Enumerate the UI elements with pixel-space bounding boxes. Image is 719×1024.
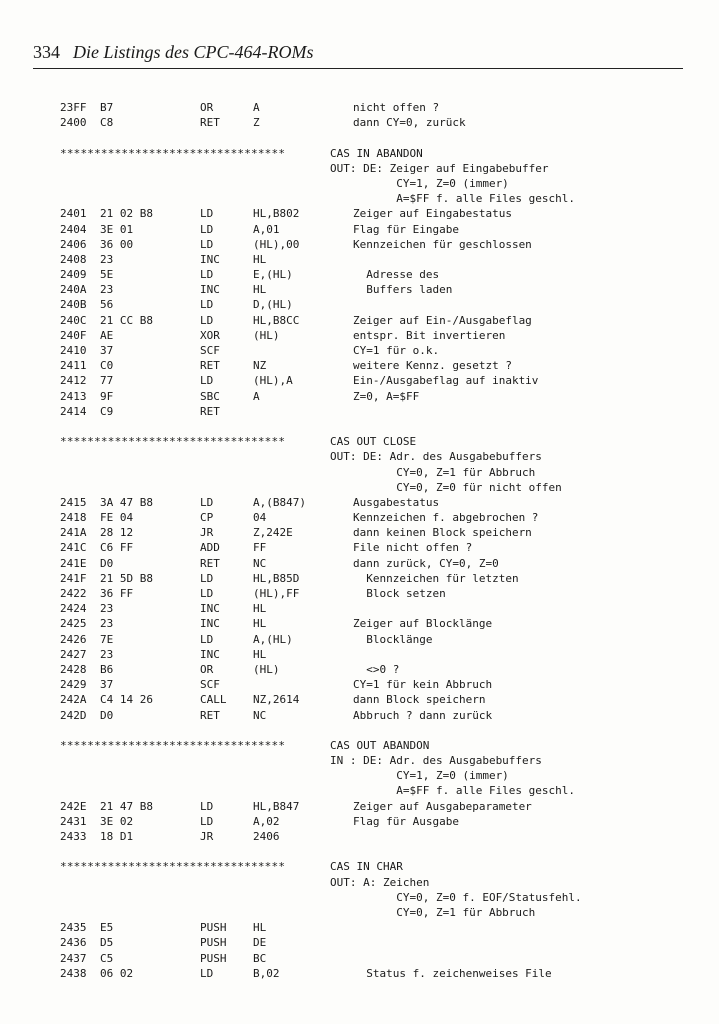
separator-stars: ********************************* [60, 860, 286, 874]
mnemonic: SBC [200, 389, 220, 403]
address: 2411 [60, 359, 87, 373]
listing-line [60, 343, 620, 358]
hex-bytes: 06 02 [100, 966, 134, 980]
routine-description [60, 753, 620, 768]
listing-line [60, 389, 620, 404]
routine-note: CY=0, Z=0 f. EOF/Statusfehl. [330, 890, 582, 904]
operand: HL,B847 [253, 799, 300, 813]
routine-note: CY=1, Z=0 (immer) [330, 176, 509, 190]
listing-line [60, 586, 620, 601]
mnemonic: RET [200, 116, 220, 130]
hex-bytes: D0 [100, 556, 114, 570]
mnemonic: LD [200, 814, 214, 828]
listing-line [60, 632, 620, 647]
listing-line [60, 282, 620, 297]
address: 240F [60, 328, 87, 342]
operand: A,(HL) [253, 632, 293, 646]
comment: Status f. zeichenweises File [353, 966, 552, 980]
operand: D,(HL) [253, 298, 293, 312]
address: 240C [60, 313, 87, 327]
listing-line [60, 313, 620, 328]
operand: A,(B847) [253, 495, 306, 509]
address: 2428 [60, 662, 87, 676]
address: 2404 [60, 222, 87, 236]
mnemonic: PUSH [200, 951, 227, 965]
mnemonic: LD [200, 495, 214, 509]
routine-description [60, 768, 620, 783]
page-title: Die Listings des CPC-464-ROMs [73, 42, 314, 62]
listing-line [60, 358, 620, 373]
comment: Zeiger auf Ausgabeparameter [353, 799, 532, 813]
comment: dann CY=0, zurück [353, 116, 466, 130]
hex-bytes: D0 [100, 708, 114, 722]
routine-description [60, 875, 620, 890]
routine-description [60, 449, 620, 464]
address: 2431 [60, 814, 87, 828]
separator-stars: ********************************* [60, 738, 286, 752]
comment: Blocklänge [353, 632, 433, 646]
operand: Z [253, 116, 260, 130]
listing-line [60, 525, 620, 540]
mnemonic: ADD [200, 541, 220, 555]
mnemonic: SCF [200, 344, 220, 357]
hex-bytes: 18 D1 [100, 830, 134, 843]
hex-bytes: C0 [100, 359, 114, 373]
routine-description [60, 161, 620, 176]
address: 2401 [60, 207, 87, 221]
hex-bytes: 3E 02 [100, 814, 134, 828]
operand: (HL) [253, 328, 280, 342]
hex-bytes: AE [100, 328, 114, 342]
comment: Zeiger auf Ein-/Ausgabeflag [353, 313, 532, 327]
operand: NC [253, 708, 267, 722]
routine-note: OUT: DE: Zeiger auf Eingabebuffer [330, 161, 549, 175]
listing-line [60, 662, 620, 677]
address: 2429 [60, 678, 87, 692]
listing-line [60, 222, 620, 237]
listing-line [60, 799, 620, 814]
operand: (HL) [253, 662, 280, 676]
hex-bytes: 36 00 [100, 237, 134, 251]
hex-bytes: 37 [100, 344, 114, 357]
routine-name: CAS IN ABANDON [330, 146, 423, 160]
address: 2425 [60, 617, 87, 631]
separator-stars: ********************************* [60, 435, 286, 449]
address: 242A [60, 693, 87, 707]
address: 2406 [60, 237, 87, 251]
hex-bytes: 23 [100, 252, 114, 266]
hex-bytes: 28 12 [100, 526, 134, 540]
operand: (HL),A [253, 374, 293, 388]
address: 241E [60, 556, 87, 570]
routine-note: CY=0, Z=1 für Abbruch [330, 905, 536, 919]
mnemonic: RET [200, 404, 220, 418]
listing-line [60, 677, 620, 692]
hex-bytes: 23 [100, 617, 114, 631]
routine-note: OUT: DE: Adr. des Ausgabebuffers [330, 450, 542, 464]
routine-description [60, 890, 620, 905]
comment: Kennzeichen für letzten [353, 571, 519, 585]
operand: (HL),00 [253, 237, 300, 251]
operand: NZ [253, 359, 267, 373]
mnemonic: LD [200, 207, 214, 221]
operand: DE [253, 936, 267, 950]
listing-line [60, 206, 620, 221]
listing-line [60, 708, 620, 723]
assembly-listing [60, 100, 620, 981]
hex-bytes: 3E 01 [100, 222, 134, 236]
hex-bytes: 3A 47 B8 [100, 495, 153, 509]
operand: B,02 [253, 966, 280, 980]
operand: BC [253, 951, 267, 965]
operand: HL [253, 283, 267, 297]
address: 241F [60, 571, 87, 585]
comment: Adresse des [353, 268, 440, 282]
operand: HL,B8CC [253, 313, 300, 327]
hex-bytes: 21 02 B8 [100, 207, 153, 221]
listing-line [60, 115, 620, 130]
mnemonic: RET [200, 556, 220, 570]
comment: Kennzeichen f. abgebrochen ? [353, 511, 539, 525]
listing-line [60, 540, 620, 555]
address: 2433 [60, 830, 87, 843]
mnemonic: INC [200, 283, 220, 297]
mnemonic: OR [200, 662, 214, 676]
routine-name: CAS OUT CLOSE [330, 435, 417, 449]
operand: NC [253, 556, 267, 570]
hex-bytes: B6 [100, 662, 114, 676]
comment: Zeiger auf Blocklänge [353, 617, 493, 631]
hex-bytes: 23 [100, 283, 114, 297]
operand: 2406 [253, 830, 280, 843]
operand: FF [253, 541, 267, 555]
address: 23FF [60, 101, 87, 114]
mnemonic: LD [200, 799, 214, 813]
comment: Buffers laden [353, 283, 453, 297]
listing-line [60, 297, 620, 312]
address: 241C [60, 541, 87, 555]
listing-line [60, 920, 620, 935]
hex-bytes: 21 47 B8 [100, 799, 153, 813]
comment: weitere Kennz. gesetzt ? [353, 359, 512, 373]
mnemonic: RET [200, 359, 220, 373]
routine-note: IN : DE: Adr. des Ausgabebuffers [330, 754, 542, 768]
comment: Ausgabestatus [353, 495, 440, 509]
mnemonic: CALL [200, 693, 227, 707]
address: 241A [60, 526, 87, 540]
mnemonic: LD [200, 268, 214, 282]
comment: File nicht offen ? [353, 541, 473, 555]
routine-description [60, 191, 620, 206]
listing-line [60, 935, 620, 950]
operand: 04 [253, 511, 267, 525]
comment: Block setzen [353, 587, 446, 600]
operand: HL [253, 647, 267, 661]
mnemonic: INC [200, 602, 220, 616]
mnemonic: LD [200, 374, 214, 388]
mnemonic: INC [200, 252, 220, 266]
routine-description [60, 905, 620, 920]
address: 2400 [60, 116, 87, 130]
routine-note: A=$FF f. alle Files geschl. [330, 192, 576, 206]
mnemonic: PUSH [200, 936, 227, 950]
hex-bytes: 37 [100, 678, 114, 692]
operand: A,02 [253, 814, 280, 828]
hex-bytes: E5 [100, 921, 114, 935]
routine-header [60, 434, 620, 449]
operand: A,01 [253, 222, 280, 236]
separator-stars: ********************************* [60, 146, 286, 160]
routine-description [60, 465, 620, 480]
address: 242E [60, 799, 87, 813]
hex-bytes: C4 14 26 [100, 693, 153, 707]
comment: Z=0, A=$FF [353, 389, 420, 403]
listing-line [60, 647, 620, 662]
comment: Flag für Eingabe [353, 222, 459, 236]
listing-line [60, 252, 620, 267]
listing-line [60, 966, 620, 981]
hex-bytes: 5E [100, 268, 114, 282]
mnemonic: INC [200, 647, 220, 661]
address: 2410 [60, 344, 87, 357]
routine-description [60, 480, 620, 495]
routine-note: OUT: A: Zeichen [330, 875, 430, 889]
operand: HL [253, 252, 267, 266]
page-number: 334 [33, 42, 60, 62]
comment: Ein-/Ausgabeflag auf inaktiv [353, 374, 539, 388]
comment: Flag für Ausgabe [353, 814, 459, 828]
routine-header [60, 146, 620, 161]
address: 2418 [60, 511, 87, 525]
hex-bytes: C9 [100, 404, 114, 418]
operand: E,(HL) [253, 268, 293, 282]
hex-bytes: 21 CC B8 [100, 313, 153, 327]
operand: HL [253, 921, 267, 935]
hex-bytes: C5 [100, 951, 114, 965]
address: 2424 [60, 602, 87, 616]
routine-note: CY=0, Z=1 für Abbruch [330, 465, 536, 479]
address: 2437 [60, 951, 87, 965]
comment: Kennzeichen für geschlossen [353, 237, 532, 251]
comment: <>0 ? [353, 662, 400, 676]
comment: dann zurück, CY=0, Z=0 [353, 556, 499, 570]
routine-name: CAS IN CHAR [330, 860, 403, 874]
routine-note: CY=0, Z=0 für nicht offen [330, 480, 562, 494]
listing-line [60, 237, 620, 252]
hex-bytes: 7E [100, 632, 114, 646]
listing-line [60, 616, 620, 631]
routine-note: CY=1, Z=0 (immer) [330, 769, 509, 783]
mnemonic: LD [200, 222, 214, 236]
hex-bytes: D5 [100, 936, 114, 950]
hex-bytes: 21 5D B8 [100, 571, 153, 585]
listing-line [60, 267, 620, 282]
comment: CY=1 für o.k. [353, 344, 440, 357]
operand: (HL),FF [253, 587, 300, 600]
address: 2427 [60, 647, 87, 661]
listing-line [60, 556, 620, 571]
address: 242D [60, 708, 87, 722]
hex-bytes: 77 [100, 374, 114, 388]
mnemonic: OR [200, 101, 214, 114]
address: 2408 [60, 252, 87, 266]
mnemonic: SCF [200, 678, 220, 692]
comment: dann keinen Block speichern [353, 526, 532, 540]
hex-bytes: C8 [100, 116, 114, 130]
comment: entspr. Bit invertieren [353, 328, 506, 342]
address: 240A [60, 283, 87, 297]
address: 2435 [60, 921, 87, 935]
listing-line [60, 404, 620, 419]
address: 2436 [60, 936, 87, 950]
mnemonic: CP [200, 511, 214, 525]
mnemonic: INC [200, 617, 220, 631]
routine-name: CAS OUT ABANDON [330, 738, 430, 752]
routine-note: A=$FF f. alle Files geschl. [330, 784, 576, 798]
hex-bytes: 56 [100, 298, 114, 312]
address: 2409 [60, 268, 87, 282]
routine-header [60, 859, 620, 874]
routine-description [60, 783, 620, 798]
operand: HL,B85D [253, 571, 300, 585]
mnemonic: LD [200, 237, 214, 251]
comment: CY=1 für kein Abbruch [353, 678, 493, 692]
operand: A [253, 389, 260, 403]
mnemonic: LD [200, 571, 214, 585]
mnemonic: JR [200, 830, 214, 843]
hex-bytes: 36 FF [100, 587, 134, 600]
listing-line [60, 814, 620, 829]
operand: HL,B802 [253, 207, 300, 221]
listing-line [60, 100, 620, 115]
listing-line [60, 373, 620, 388]
mnemonic: LD [200, 632, 214, 646]
hex-bytes: B7 [100, 101, 114, 114]
operand: HL [253, 602, 267, 616]
routine-description [60, 176, 620, 191]
hex-bytes: 9F [100, 389, 114, 403]
page-header [33, 38, 683, 70]
mnemonic: LD [200, 313, 214, 327]
address: 240B [60, 298, 87, 312]
operand: Z,242E [253, 526, 293, 540]
operand: NZ,2614 [253, 693, 300, 707]
hex-bytes: 23 [100, 647, 114, 661]
listing-line [60, 571, 620, 586]
address: 2438 [60, 966, 87, 980]
operand: HL [253, 617, 267, 631]
mnemonic: PUSH [200, 921, 227, 935]
listing-line [60, 829, 620, 844]
mnemonic: LD [200, 966, 214, 980]
listing-line [60, 601, 620, 616]
mnemonic: LD [200, 587, 214, 600]
mnemonic: JR [200, 526, 214, 540]
address: 2415 [60, 495, 87, 509]
comment: dann Block speichern [353, 693, 486, 707]
listing-line [60, 692, 620, 707]
address: 2412 [60, 374, 87, 388]
comment: Abbruch ? dann zurück [353, 708, 493, 722]
listing-line [60, 495, 620, 510]
comment: Zeiger auf Eingabestatus [353, 207, 512, 221]
listing-line [60, 510, 620, 525]
listing-line [60, 951, 620, 966]
mnemonic: RET [200, 708, 220, 722]
header-rule [33, 68, 683, 69]
listing-line [60, 328, 620, 343]
hex-bytes: C6 FF [100, 541, 134, 555]
comment: nicht offen ? [353, 101, 440, 114]
hex-bytes: 23 [100, 602, 114, 616]
mnemonic: XOR [200, 328, 220, 342]
hex-bytes: FE 04 [100, 511, 134, 525]
operand: A [253, 101, 260, 114]
address: 2426 [60, 632, 87, 646]
address: 2422 [60, 587, 87, 600]
routine-header [60, 738, 620, 753]
mnemonic: LD [200, 298, 214, 312]
address: 2413 [60, 389, 87, 403]
address: 2414 [60, 404, 87, 418]
